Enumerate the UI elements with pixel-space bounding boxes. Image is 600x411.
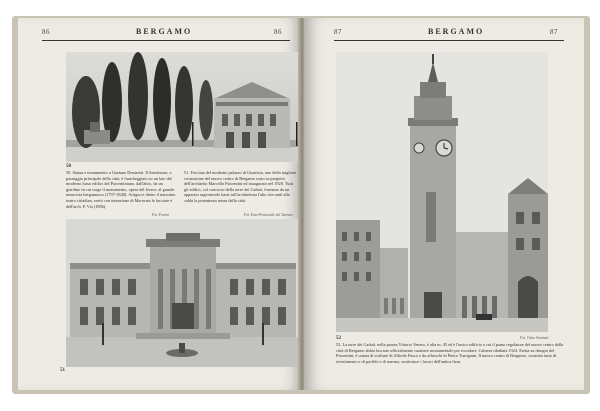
figure-number-50: 50 [66, 164, 71, 169]
open-book [12, 16, 590, 394]
caption-figure-51: 51. Facciata del moderno palazzo di Giustizia, uno della migliore costruzione del nuovo centro di Bergamo sorto su progetto dell'architetto Marcello Piacentini ed inaugurato nel 1928. Tutti gli edifici, col concorso della torre dei Caduti, formano da un apparato ragionevole basti sull'architettura l'alto che uniti alla calda la potentezza senza della città. [184, 170, 297, 203]
photo-donizetti-monument [66, 52, 300, 162]
right-header-rule [334, 40, 564, 41]
right-page [304, 18, 584, 390]
left-page-running-title: BERGAMO [136, 27, 193, 36]
photo-credit-2: Fot. Ente Provinciale del Turismo [244, 213, 293, 217]
right-page-running-title: BERGAMO [428, 27, 485, 36]
left-page [18, 18, 302, 390]
caption-figure-52: 52. La torre dei Caduti, nella piazza Vittorio Veneto, è alta m. 45 ed è l'unico edificio a cui il piano regolatore del nuovo centro della città di Bergamo abbia lasciato ufficialmente carattere monumentale per ricordare. Cabrera ribaltata 1924. Eretta su disegni del Piacentini, è ornata di sculture di Alfredo Fusco e da affreschi di Pietro Turrigiani. Il nuovo centro di Bergamo, costruito tutto di rivestimento e di porfido e di marmo, sostituisce i lavori dell'antica fiera. [336, 342, 564, 364]
photo-credit-1: Fot. Fiorini [152, 213, 169, 217]
photo-palazzo-giustizia [66, 219, 300, 367]
figure-number-52: 52 [336, 336, 341, 341]
photo-credit-3: Fot. Vittor Seminati [520, 336, 549, 340]
photo-torre-dei-caduti [336, 52, 548, 332]
right-page-header-number-right: 87 [550, 28, 558, 36]
left-header-rule [42, 40, 290, 41]
caption-figure-50: 50. Statua e monumento a Gaetano Donizetti. Il Sentierone, e passeggio principale della città, è fiancheggiato su un lato dal moderno lusso edifici del Piacentiniano, dall'altro, da un giardino in cui sorge il monumento, opera del Jerace, al grande musicista bergamasco (1797-1848). Artigocci dietro il massimo teatro cittadino, eretti con intenzione di Macerata le facciate è dell'arch. P. Via (1896). [66, 170, 176, 209]
figure-number-51: 51 [60, 368, 65, 373]
left-page-header-number: 86 [42, 28, 50, 36]
right-page-header-number: 87 [334, 28, 342, 36]
left-page-header-number-right: 86 [274, 28, 282, 36]
